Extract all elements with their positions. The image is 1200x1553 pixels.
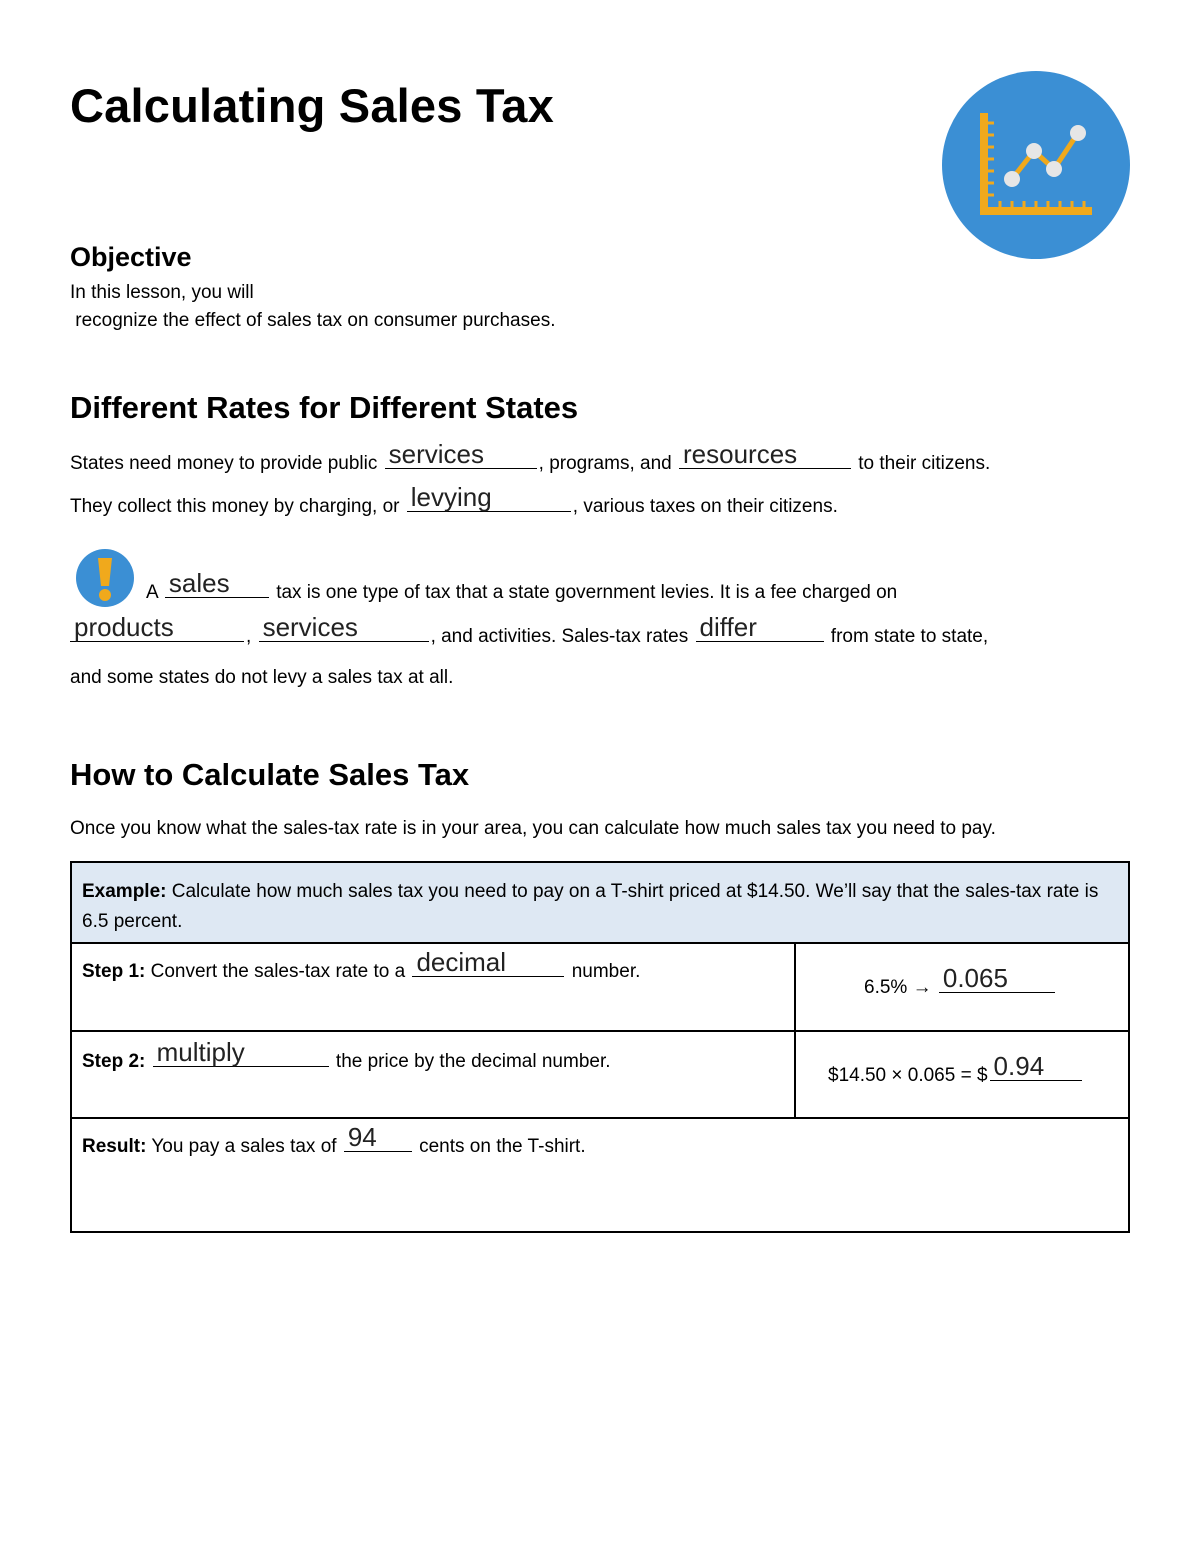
blank-field[interactable] [385,439,537,469]
blank-field[interactable] [344,1122,412,1152]
text-segment: States need money to provide public [70,453,378,474]
section1-heading: Different Rates for Different States [70,390,579,425]
step1-calc: 6.5% → [864,977,932,998]
text-segment: A [146,582,158,603]
text-segment: You pay a sales tax of [146,1136,337,1157]
filled-answer: 94 [347,1122,377,1152]
blank-field[interactable] [407,482,571,512]
section1-line5: and some states do not levy a sales tax at all. [70,667,454,688]
text-segment: the price by the decimal number. [335,1051,611,1072]
text-segment: Convert the sales-tax rate to a [145,961,406,982]
page-title: Calculating Sales Tax [70,79,554,132]
step1-cell [71,943,795,1031]
filled-answer: products [74,612,174,642]
text-segment: , and activities. Sales-tax rates [430,626,689,647]
blank-field[interactable] [990,1051,1082,1081]
result-label: Result: [82,1136,147,1157]
blank-field[interactable] [679,439,851,469]
section1-line2 [70,482,838,523]
step2-label: Step 2: [82,1051,146,1072]
filled-answer: 0.94 [993,1051,1045,1081]
example-table [70,861,1130,1233]
section1-line4 [68,612,989,653]
blank-field[interactable] [696,612,824,642]
text-segment: number. [571,961,641,982]
step1-calc-cell [795,943,1129,1031]
text-segment: , programs, and [538,453,672,474]
filled-answer: decimal [416,947,507,977]
text-segment: to their citizens. [858,453,991,474]
filled-answer: services [262,612,358,642]
section2-intro: Once you know what the sales-tax rate is in your area, you can calculate how much sales tax you need to pay. [70,818,996,839]
section1-line3 [146,568,898,609]
filled-answer: resources [683,439,798,469]
blank-field[interactable] [153,1037,329,1067]
filled-answer: services [388,439,484,469]
exclamation-icon [75,548,135,608]
step2-calc-cell [795,1031,1129,1118]
blank-field[interactable] [259,612,429,642]
filled-answer: sales [168,568,230,598]
line-chart-icon [942,71,1130,259]
example-header-cell [71,862,1129,943]
blank-field[interactable] [70,612,244,642]
blank-field[interactable] [165,568,269,598]
filled-answer: multiply [156,1037,245,1067]
example-text: Calculate how much sales tax you need to pay on a T-shirt priced at $14.50. We’ll say that the sales-tax rate is 6.5 percent. [82,881,1099,932]
step2-cell [71,1031,795,1118]
objective-intro: In this lesson, you will [70,282,254,303]
filled-answer: differ [699,612,757,642]
text-segment: , various taxes on their citizens. [572,496,838,517]
example-label: Example: [82,881,167,902]
objective-goal: recognize the effect of sales tax on consumer purchases. [70,310,556,331]
text-segment: cents on the T-shirt. [419,1136,586,1157]
text-segment: , [246,626,252,647]
step2-calc: $14.50 × 0.065 = $ [828,1065,988,1086]
section2-heading: How to Calculate Sales Tax [70,757,470,792]
text-segment: They collect this money by charging, or [70,496,400,517]
filled-answer: 0.065 [942,963,1008,993]
filled-answer: levying [410,482,492,512]
step1-label: Step 1: [82,961,146,982]
text-segment: from state to state, [830,626,989,647]
result-cell [71,1118,1129,1232]
text-segment: tax is one type of tax that a state government levies. It is a fee charged on [276,582,898,603]
blank-field[interactable] [939,963,1055,993]
objective-heading: Objective [70,242,192,272]
section1-line1 [70,439,991,480]
blank-field[interactable] [412,947,564,977]
